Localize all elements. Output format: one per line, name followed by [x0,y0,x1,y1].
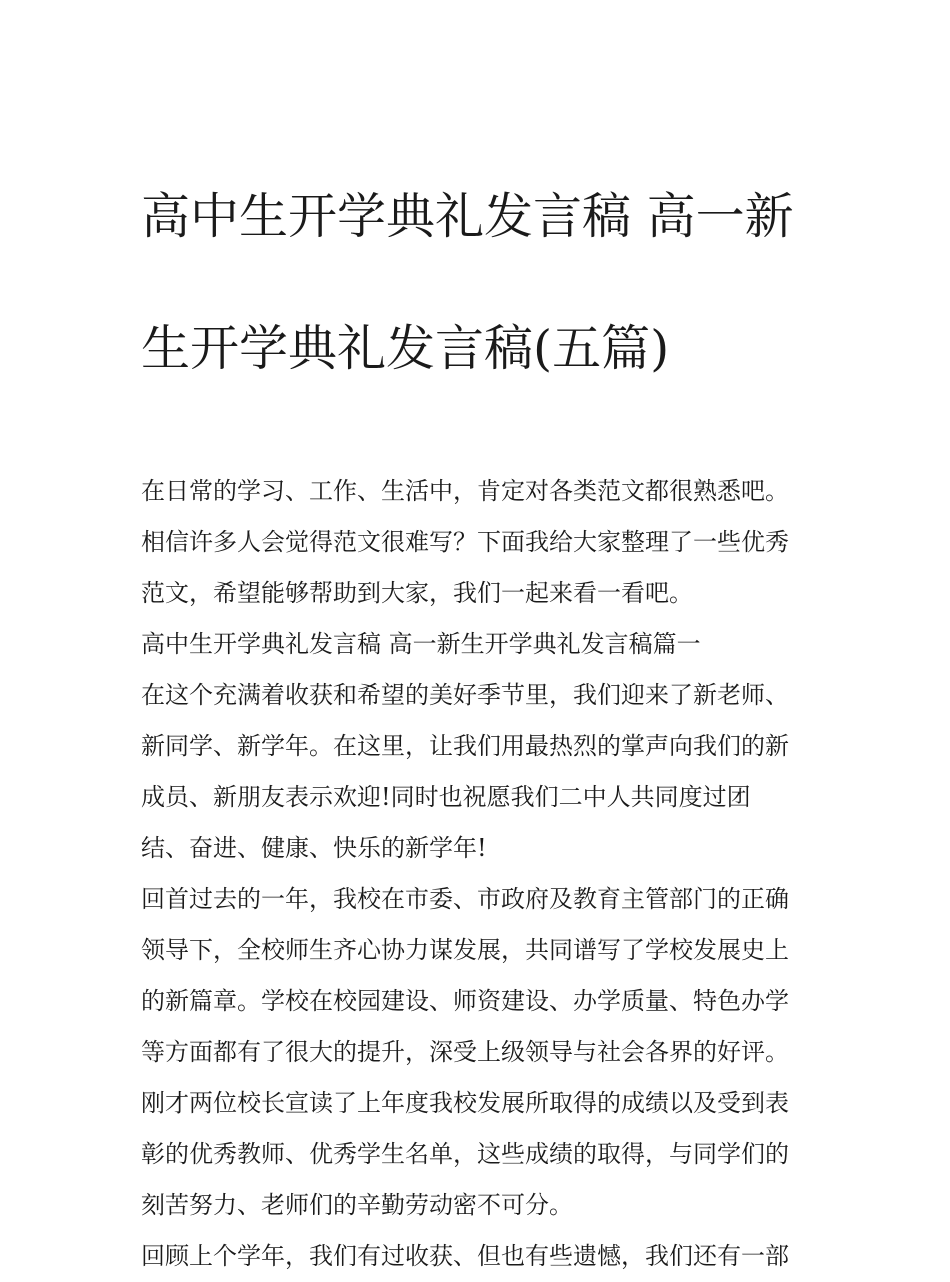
body-line: 相信许多人会觉得范文很难写？下面我给大家整理了一些优秀 [141,528,789,556]
body-line: 范文，希望能够帮助到大家，我们一起来看一看吧。 [141,579,693,607]
body-line: 彰的优秀教师、优秀学生名单，这些成绩的取得，与同学们的 [141,1140,789,1168]
body-line: 领导下，全校师生齐心协力谋发展，共同谱写了学校发展史上 [141,936,789,964]
body-line: 回首过去的一年，我校在市委、市政府及教育主管部门的正确 [141,885,789,913]
document-body [141,466,816,1282]
title-line-2: 生开学典礼发言稿(五篇) [141,320,670,377]
document-title [141,118,816,448]
body-line: 刻苦努力、老师们的辛勤劳动密不可分。 [141,1191,573,1219]
title-line-1: 高中生开学典礼发言稿 高一新 [141,188,794,245]
body-line: 等方面都有了很大的提升，深受上级领导与社会各界的好评。 [141,1038,789,1066]
body-line: 刚才两位校长宣读了上年度我校发展所取得的成绩以及受到表 [141,1089,789,1117]
body-line: 在这个充满着收获和希望的美好季节里，我们迎来了新老师、 [141,681,789,709]
body-line: 成员、新朋友表示欢迎!同时也祝愿我们二中人共同度过团 [141,783,751,811]
section-heading: 高中生开学典礼发言稿 高一新生开学典礼发言稿篇一 [141,630,701,658]
document-content [141,118,816,1282]
body-line: 在日常的学习、工作、生活中，肯定对各类范文都很熟悉吧。 [141,477,789,505]
body-line: 回顾上个学年，我们有过收获、但也有些遗憾，我们还有一部 [141,1242,789,1270]
body-line: 新同学、新学年。在这里，让我们用最热烈的掌声向我们的新 [141,732,789,760]
body-line: 的新篇章。学校在校园建设、师资建设、办学质量、特色办学 [141,987,789,1015]
body-line: 结、奋进、健康、快乐的新学年! [141,834,487,862]
